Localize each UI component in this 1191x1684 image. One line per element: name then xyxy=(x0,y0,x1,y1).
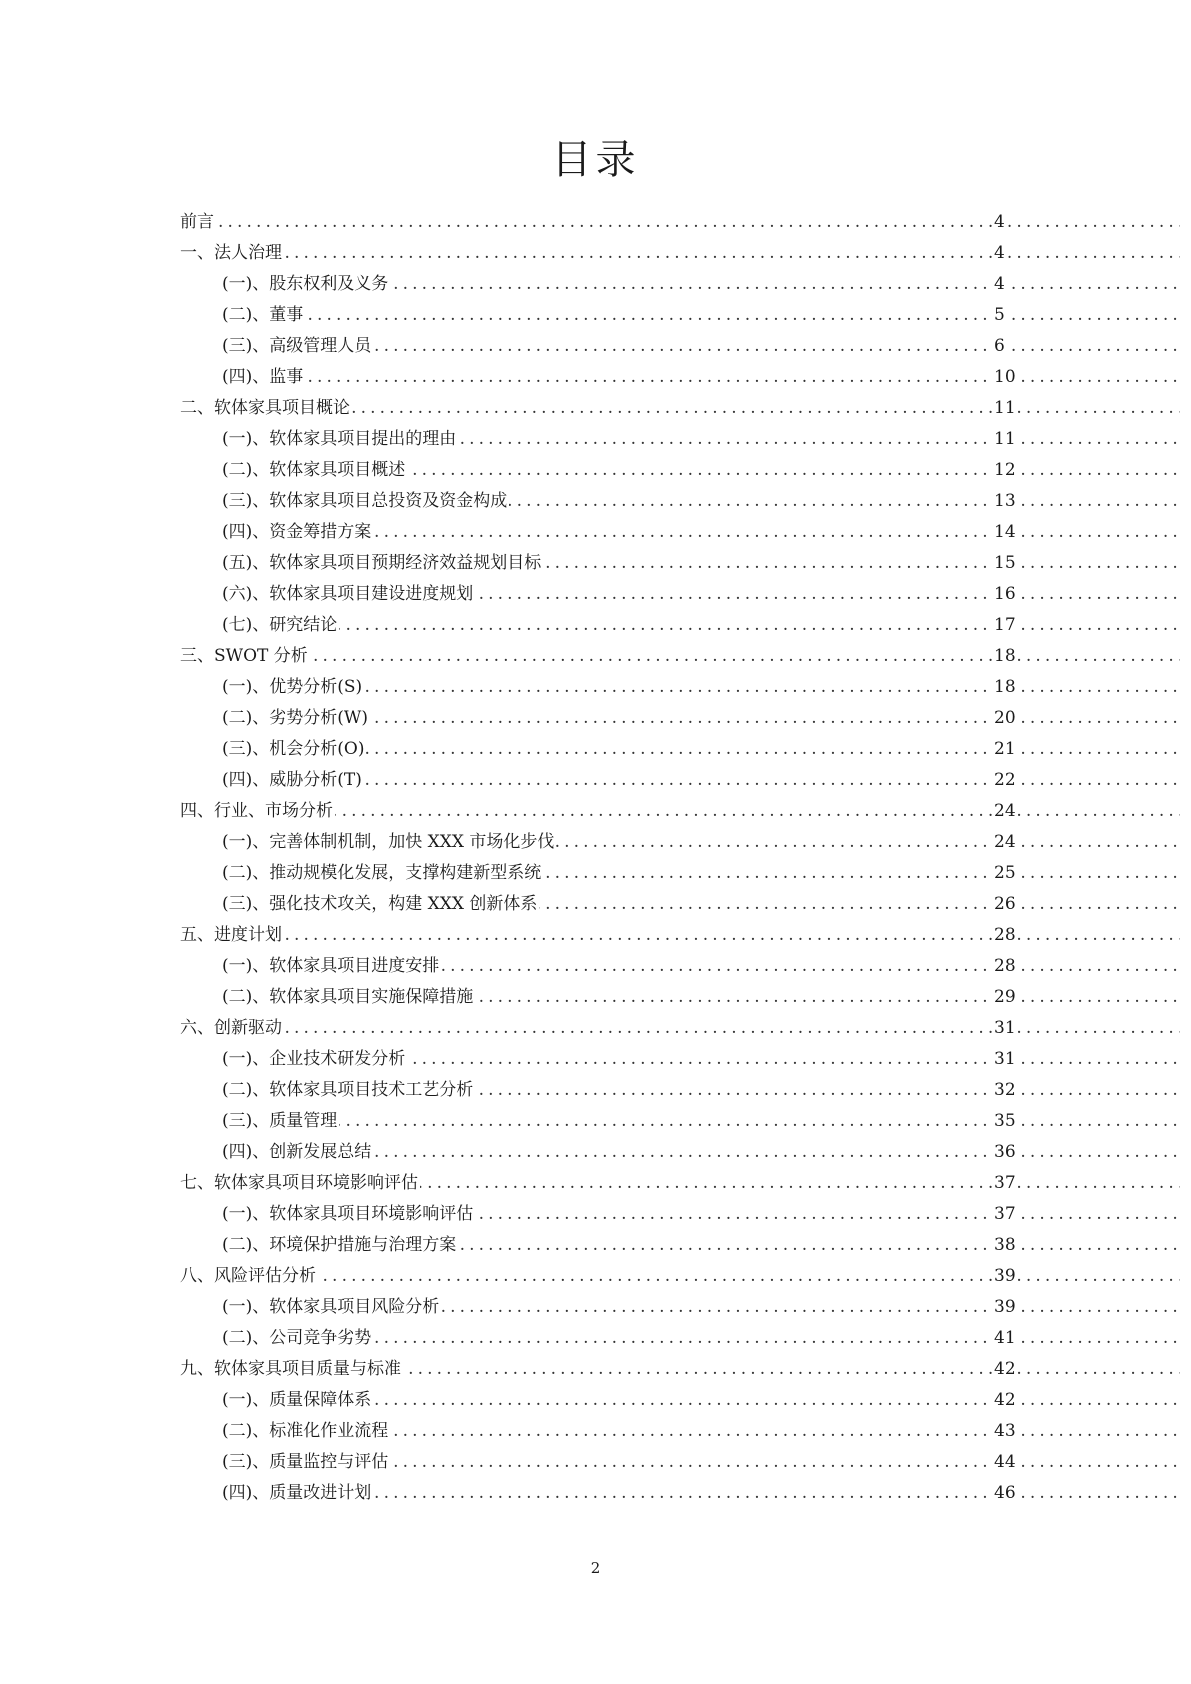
toc-entry[interactable] xyxy=(180,517,1180,548)
toc-entry-label: (一)、完善体制机制，加快 XXX 市场化步伐 xyxy=(222,832,555,852)
toc-entry-label: (四)、创新发展总结 xyxy=(222,1142,372,1162)
toc-entry-page: 11 xyxy=(993,393,1017,424)
toc-leader-dots xyxy=(180,1261,1180,1292)
toc-entry-label: (四)、监事 xyxy=(222,367,304,387)
toc-entry[interactable] xyxy=(180,238,1180,269)
toc-entry-label: (一)、软体家具项目风险分析 xyxy=(222,1297,440,1317)
toc-entry-label: (二)、董事 xyxy=(222,305,304,325)
toc-entry-label: (四)、质量改进计划 xyxy=(222,1483,372,1503)
toc-entry-page: 4 xyxy=(993,207,1006,238)
toc-entry[interactable] xyxy=(180,1075,1180,1106)
toc-entry[interactable] xyxy=(180,610,1180,641)
toc-entry[interactable] xyxy=(180,362,1180,393)
toc-entry-label: 五、进度计划 xyxy=(180,925,282,945)
toc-entry[interactable] xyxy=(180,424,1180,455)
toc-entry-label: (三)、质量管理 xyxy=(222,1111,338,1131)
toc-entry-label: (二)、劣势分析(W) xyxy=(222,708,369,728)
toc-entry[interactable] xyxy=(180,1106,1180,1137)
toc-entry[interactable] xyxy=(180,548,1180,579)
toc-entry[interactable] xyxy=(180,1385,1180,1416)
page-title: 目录 xyxy=(551,137,640,183)
toc-entry[interactable] xyxy=(180,1478,1180,1509)
toc-entry-page: 24 xyxy=(993,827,1017,858)
toc-entry-page: 16 xyxy=(993,579,1017,610)
toc-entry-label: (一)、优势分析(S) xyxy=(222,677,363,697)
toc-entry[interactable] xyxy=(180,1416,1180,1447)
toc-entry-label: 前言 xyxy=(180,212,214,232)
toc-leader-dots xyxy=(222,1106,1180,1137)
toc-entry[interactable] xyxy=(180,703,1180,734)
toc-entry-page: 39 xyxy=(993,1261,1017,1292)
toc-leader-dots xyxy=(180,1013,1180,1044)
toc-entry-label: 七、软体家具项目环境影响评估 xyxy=(180,1173,418,1193)
toc-entry[interactable] xyxy=(180,1168,1180,1199)
toc-entry[interactable] xyxy=(180,486,1180,517)
toc-entry-page: 4 xyxy=(993,269,1006,300)
toc-entry-label: (二)、软体家具项目概述 xyxy=(222,460,406,480)
toc-entry-label: (二)、标准化作业流程 xyxy=(222,1421,389,1441)
toc-entry-label: (二)、软体家具项目技术工艺分析 xyxy=(222,1080,474,1100)
toc-entry-label: 四、行业、市场分析 xyxy=(180,801,333,821)
toc-entry-label: (二)、软体家具项目实施保障措施 xyxy=(222,987,474,1007)
toc-entry-label: (三)、软体家具项目总投资及资金构成 xyxy=(222,491,508,511)
toc-entry-page: 6 xyxy=(993,331,1006,362)
toc-entry-page: 20 xyxy=(993,703,1017,734)
toc-entry-label: 八、风险评估分析 xyxy=(180,1266,316,1286)
toc-entry-label: (一)、股东权利及义务 xyxy=(222,274,389,294)
toc-entry[interactable] xyxy=(180,269,1180,300)
toc-entry-page: 10 xyxy=(993,362,1017,393)
toc-entry-label: (一)、软体家具项目提出的理由 xyxy=(222,429,457,449)
toc-entry-label: (三)、强化技术攻关，构建 XXX 创新体系 xyxy=(222,894,538,914)
toc-entry-page: 11 xyxy=(993,424,1017,455)
toc-entry-label: (一)、软体家具项目进度安排 xyxy=(222,956,440,976)
toc-entry-page: 44 xyxy=(993,1447,1017,1478)
toc-entry[interactable] xyxy=(180,1013,1180,1044)
toc-entry[interactable] xyxy=(180,331,1180,362)
toc-entry[interactable] xyxy=(180,982,1180,1013)
toc-entry[interactable] xyxy=(180,579,1180,610)
toc-entry[interactable] xyxy=(180,300,1180,331)
toc-entry-label: 九、软体家具项目质量与标准 xyxy=(180,1359,401,1379)
toc-entry[interactable] xyxy=(180,1137,1180,1168)
toc-entry-label: (五)、软体家具项目预期经济效益规划目标 xyxy=(222,553,542,573)
toc-entry-page: 29 xyxy=(993,982,1017,1013)
toc-entry-page: 24 xyxy=(993,796,1017,827)
toc-leader-dots xyxy=(222,765,1180,796)
toc-leader-dots xyxy=(222,672,1180,703)
toc-entry-page: 41 xyxy=(993,1323,1017,1354)
toc-entry-page: 13 xyxy=(993,486,1017,517)
toc-entry-label: (二)、环境保护措施与治理方案 xyxy=(222,1235,457,1255)
toc-entry[interactable] xyxy=(180,889,1180,920)
toc-leader-dots xyxy=(180,238,1180,269)
toc-entry-label: 三、SWOT 分析 xyxy=(180,646,308,666)
toc-entry-page: 28 xyxy=(993,951,1017,982)
toc-leader-dots xyxy=(180,920,1180,951)
toc-entry-page: 25 xyxy=(993,858,1017,889)
toc-entry-label: (二)、推动规模化发展，支撑构建新型系统 xyxy=(222,863,542,883)
toc-entry-label: (三)、机会分析(O) xyxy=(222,739,365,759)
toc-entry-page: 43 xyxy=(993,1416,1017,1447)
toc-leader-dots xyxy=(180,641,1180,672)
toc-entry-page: 37 xyxy=(993,1199,1017,1230)
toc-entry-label: (一)、企业技术研发分析 xyxy=(222,1049,406,1069)
toc-entry-page: 46 xyxy=(993,1478,1017,1509)
toc-entry-label: 六、创新驱动 xyxy=(180,1018,282,1038)
toc-entry[interactable] xyxy=(180,951,1180,982)
toc-entry[interactable] xyxy=(180,858,1180,889)
toc-leader-dots xyxy=(222,362,1180,393)
toc-entry-page: 14 xyxy=(993,517,1017,548)
toc-entry[interactable] xyxy=(180,1199,1180,1230)
toc-entry-page: 31 xyxy=(993,1044,1017,1075)
table-of-contents xyxy=(180,207,1180,1509)
toc-entry[interactable] xyxy=(180,827,1180,858)
toc-leader-dots xyxy=(222,610,1180,641)
toc-entry[interactable] xyxy=(180,765,1180,796)
toc-entry-page: 18 xyxy=(993,641,1017,672)
toc-entry-page: 26 xyxy=(993,889,1017,920)
toc-entry-label: 二、软体家具项目概论 xyxy=(180,398,350,418)
toc-entry[interactable] xyxy=(180,920,1180,951)
toc-entry[interactable] xyxy=(180,1354,1180,1385)
toc-entry-page: 35 xyxy=(993,1106,1017,1137)
toc-entry-page: 42 xyxy=(993,1354,1017,1385)
page-number: 2 xyxy=(590,1559,601,1577)
toc-entry-label: (二)、公司竞争劣势 xyxy=(222,1328,372,1348)
toc-entry-page: 4 xyxy=(993,238,1006,269)
toc-entry-page: 15 xyxy=(993,548,1017,579)
toc-entry-page: 28 xyxy=(993,920,1017,951)
toc-entry-page: 17 xyxy=(993,610,1017,641)
toc-entry-label: (七)、研究结论 xyxy=(222,615,338,635)
toc-entry-page: 31 xyxy=(993,1013,1017,1044)
toc-entry-page: 38 xyxy=(993,1230,1017,1261)
toc-entry[interactable] xyxy=(180,1044,1180,1075)
toc-entry-label: (一)、软体家具项目环境影响评估 xyxy=(222,1204,474,1224)
toc-entry-label: (四)、威胁分析(T) xyxy=(222,770,362,790)
toc-entry-page: 5 xyxy=(993,300,1006,331)
toc-entry[interactable] xyxy=(180,393,1180,424)
toc-entry-label: 一、法人治理 xyxy=(180,243,282,263)
toc-entry-label: (六)、软体家具项目建设进度规划 xyxy=(222,584,474,604)
toc-entry[interactable] xyxy=(180,455,1180,486)
toc-entry[interactable] xyxy=(180,207,1180,238)
toc-leader-dots xyxy=(222,300,1180,331)
toc-entry-page: 22 xyxy=(993,765,1017,796)
toc-entry[interactable] xyxy=(180,1323,1180,1354)
toc-entry[interactable] xyxy=(180,1230,1180,1261)
toc-entry-page: 18 xyxy=(993,672,1017,703)
toc-entry[interactable] xyxy=(180,1292,1180,1323)
toc-entry-label: (三)、质量监控与评估 xyxy=(222,1452,389,1472)
toc-entry-label: (四)、资金筹措方案 xyxy=(222,522,372,542)
toc-entry-page: 42 xyxy=(993,1385,1017,1416)
toc-entry[interactable] xyxy=(180,641,1180,672)
toc-entry-label: (一)、质量保障体系 xyxy=(222,1390,372,1410)
toc-entry[interactable] xyxy=(180,734,1180,765)
toc-entry-page: 36 xyxy=(993,1137,1017,1168)
toc-entry-page: 37 xyxy=(993,1168,1017,1199)
toc-entry[interactable] xyxy=(180,1261,1180,1292)
toc-entry-page: 39 xyxy=(993,1292,1017,1323)
toc-entry-page: 32 xyxy=(993,1075,1017,1106)
toc-leader-dots xyxy=(180,207,1180,238)
toc-entry-page: 21 xyxy=(993,734,1017,765)
toc-entry-page: 12 xyxy=(993,455,1017,486)
toc-entry[interactable] xyxy=(180,796,1180,827)
toc-entry[interactable] xyxy=(180,672,1180,703)
toc-entry[interactable] xyxy=(180,1447,1180,1478)
toc-entry-label: (三)、高级管理人员 xyxy=(222,336,372,356)
